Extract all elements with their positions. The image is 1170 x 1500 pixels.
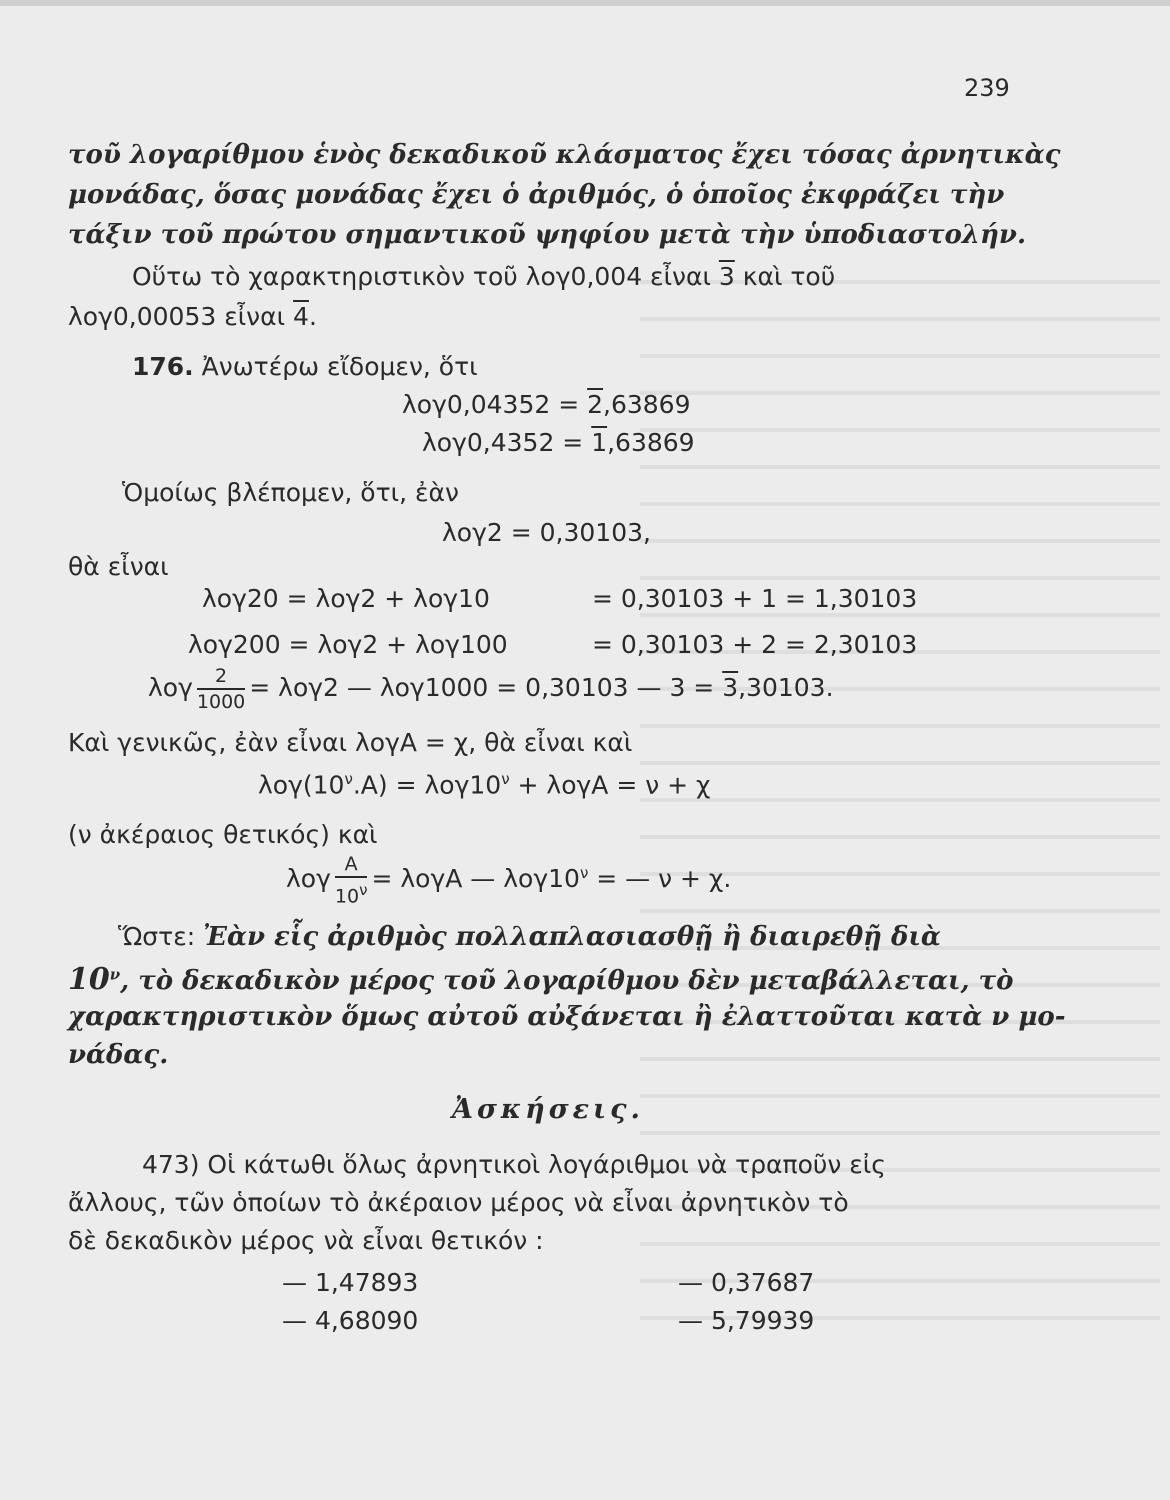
page-number: 239: [964, 74, 1010, 102]
example-text: καὶ τοῦ: [734, 262, 836, 291]
eq-characteristic: 2: [587, 390, 604, 419]
eq-text: = λογΑ — λογ10: [371, 864, 580, 894]
eq-text: ,63869: [603, 390, 691, 419]
intro-line-1: τοῦ λογαρίθμου ἑνὸς δεκαδικοῦ κλάσματος ἔχει τόσας ἀρνητικὰς: [68, 140, 1061, 170]
condition-line: (ν ἀκέραιος θετικός) καὶ: [68, 820, 378, 849]
exercise-473-line-2: ἄλλους, τῶν ὁποίων τὸ ἀκέραιον μέρος νὰ εἶναι ἀρνητικὸν τὸ: [68, 1188, 849, 1217]
example-text: .: [308, 302, 317, 331]
eq-superscript: ν: [579, 863, 589, 882]
conclusion-text: , τὸ δεκαδικὸν μέρος τοῦ λογαρίθμου δὲν μεταβάλλεται, τὸ: [120, 966, 1014, 996]
intro-line-3: τάξιν τοῦ πρώτου σημαντικοῦ ψηφίου μετὰ τὴν ὑποδιαστολήν.: [68, 220, 1027, 250]
fraction-numerator: 2: [197, 664, 245, 690]
eq-text: λογ0,4352 =: [422, 428, 592, 457]
eq-text: ,63869: [607, 428, 695, 457]
exercise-value: — 1,47893: [282, 1268, 419, 1297]
equation-8: [286, 852, 731, 908]
eq-characteristic: 3: [722, 673, 739, 702]
bleed-through-text: [640, 280, 1160, 1340]
eq-characteristic: 1: [591, 428, 608, 457]
den-superscript: ν: [359, 881, 368, 899]
exercise-473-line-1: 473) Οἱ κάτωθι ὅλως ἀρνητικοὶ λογάριθμοι νὰ τραποῦν εἰς: [142, 1150, 886, 1179]
conclusion-power-sup: ν: [109, 965, 121, 984]
example-text: λογ0,00053 εἶναι: [68, 302, 294, 331]
eq-text: ,30103.: [738, 673, 834, 702]
eq-text: = λογ2 — λογ1000 = 0,30103 — 3 =: [249, 673, 723, 702]
intro-line-2: μονάδας, ὅσας μονάδας ἔχει ὁ ἀριθμός, ὁ ὁποῖος ἐκφράζει τὴν: [68, 180, 1005, 210]
equation-5-lhs: λογ200 = λογ2 + λογ100: [188, 630, 508, 659]
eq-text: λογ0,04352 =: [402, 390, 588, 419]
general-line: Καὶ γενικῶς, ἐὰν εἶναι λογΑ = χ, θὰ εἶναι καὶ: [68, 728, 633, 757]
similarly-line: Ὁμοίως βλέπομεν, ὅτι, ἐὰν: [122, 478, 459, 507]
equation-4-lhs: λογ20 = λογ2 + λογ10: [202, 584, 490, 613]
conclusion-text: Ἐὰν εἷς ἀριθμὸς πολλαπλασιασθῇ ἢ διαιρεθῇ διὰ: [203, 922, 941, 952]
exercise-473-line-3: δὲ δεκαδικὸν μέρος νὰ εἶναι θετικόν :: [68, 1226, 544, 1255]
conclusion-line-4: νάδας.: [68, 1040, 169, 1070]
exercises-heading: Ἀσκήσεις.: [452, 1094, 644, 1125]
eq-text: λογ(10: [258, 770, 345, 800]
eq-text: λογ: [148, 673, 193, 702]
characteristic-value: 4: [293, 302, 309, 331]
characteristic-value: 3: [718, 262, 735, 291]
equation-4-rhs: = 0,30103 + 1 = 1,30103: [592, 584, 918, 613]
conclusion-line-1: [118, 922, 941, 952]
conclusion-lead: Ὥστε:: [118, 922, 204, 951]
fraction-numerator: Α: [335, 852, 368, 878]
fraction-denominator: 1000: [196, 691, 246, 713]
conclusion-power-base: 10: [68, 962, 110, 997]
equation-7: [258, 770, 711, 799]
section-number: 176.: [132, 352, 194, 381]
example-line-1: [132, 262, 835, 291]
eq-superscript: ν: [344, 770, 353, 788]
equation-6: [148, 664, 834, 714]
section-176-intro: [132, 352, 478, 381]
eq-text: = — ν + χ.: [588, 864, 732, 894]
example-text: Οὕτω τὸ χαρακτηριστικὸν τοῦ λογ0,004 εἶναι: [132, 262, 719, 291]
eq-text: .Α) = λογ10: [352, 770, 502, 800]
fraction-denominator: [335, 878, 368, 908]
den-base: 10: [334, 885, 360, 908]
then-line: θὰ εἶναι: [68, 552, 169, 581]
fraction: [197, 664, 245, 714]
example-line-2: [68, 302, 317, 331]
eq-superscript: ν: [501, 770, 510, 788]
conclusion-line-3: χαρακτηριστικὸν ὅμως αὐτοῦ αὐξάνεται ἢ ἐλαττοῦται κατὰ ν μο-: [68, 1002, 1066, 1032]
equation-3: λογ2 = 0,30103,: [442, 518, 651, 547]
equation-1: [402, 390, 691, 419]
exercise-value: — 4,68090: [282, 1306, 419, 1335]
fraction: [335, 852, 368, 908]
equation-2: [422, 428, 695, 457]
section-intro-text: Ἀνωτέρω εἴδομεν, ὅτι: [201, 352, 478, 381]
eq-text: λογ: [286, 864, 331, 894]
exercise-value: — 5,79939: [678, 1306, 815, 1335]
conclusion-line-2: [68, 962, 1014, 997]
page-top-edge: [0, 0, 1170, 6]
equation-5-rhs: = 0,30103 + 2 = 2,30103: [592, 630, 918, 659]
eq-text: + λογΑ = ν + χ: [509, 770, 711, 800]
exercise-value: — 0,37687: [678, 1268, 815, 1297]
